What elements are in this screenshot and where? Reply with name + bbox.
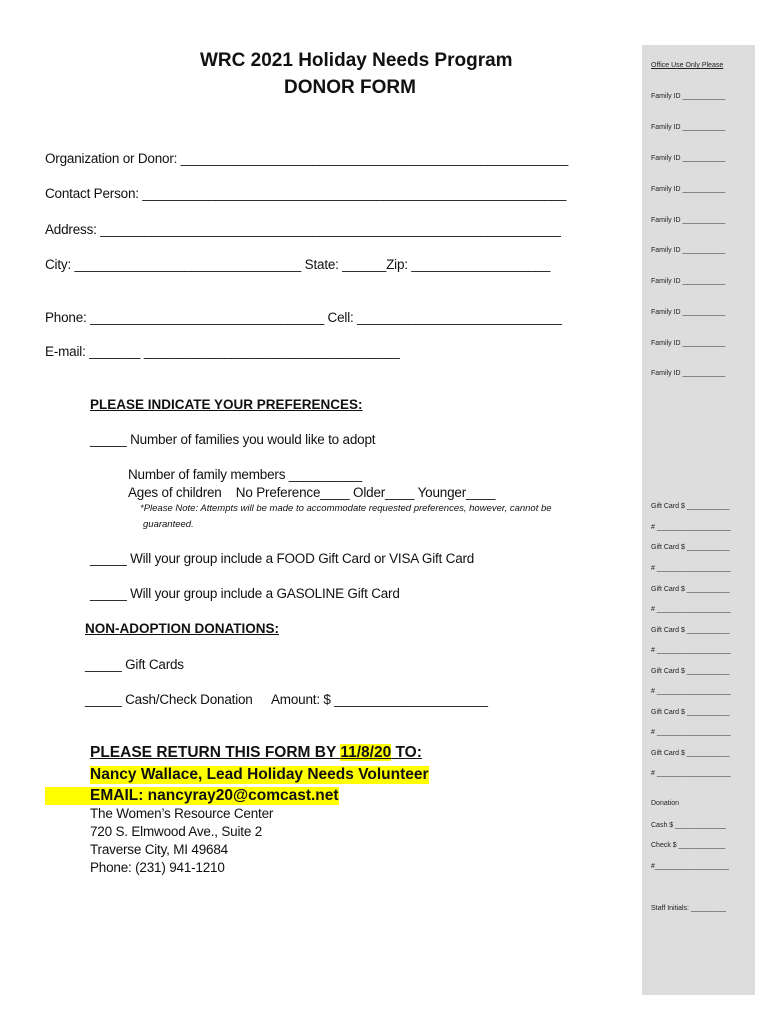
gift-card-amount-field[interactable]: Gift Card $ ___________ xyxy=(651,750,730,757)
family-id-field[interactable]: Family ID ___________ xyxy=(651,124,726,131)
address-field[interactable]: Address: _______________________________________________________________ xyxy=(45,222,561,237)
donation-heading: Donation xyxy=(651,800,680,807)
org-city: Traverse City, MI 49684 xyxy=(90,842,228,857)
family-id-field[interactable]: Family ID ___________ xyxy=(651,186,726,193)
gift-cards-field[interactable]: _____ Gift Cards xyxy=(85,657,184,672)
city-state-zip-field[interactable]: City: _______________________________ State: ______Zip: ___________________ xyxy=(45,257,551,272)
contact-person-field[interactable]: Contact Person: __________________________________________________________ xyxy=(45,186,567,201)
family-id-field[interactable]: Family ID ___________ xyxy=(651,278,726,285)
org-street: 720 S. Elmwood Ave., Suite 2 xyxy=(90,824,263,839)
gift-card-amount-field[interactable]: Gift Card $ ___________ xyxy=(651,709,730,716)
form-title-line2: DONOR FORM xyxy=(284,77,416,98)
gift-card-number-field[interactable]: # ___________________ xyxy=(651,565,731,572)
family-id-field[interactable]: Family ID ___________ xyxy=(651,93,726,100)
org-phone: Phone: (231) 941-1210 xyxy=(90,860,225,875)
amount-field[interactable]: Amount: $ _____________________ xyxy=(271,692,488,707)
gift-card-amount-field[interactable]: Gift Card $ ___________ xyxy=(651,668,730,675)
volunteer-name: Nancy Wallace, Lead Holiday Needs Volunteer xyxy=(90,766,429,783)
donation-check-field[interactable]: Check $ ____________ xyxy=(651,842,726,849)
family-id-field[interactable]: Family ID ___________ xyxy=(651,247,726,254)
org-name: The Women’s Resource Center xyxy=(90,806,274,821)
form-title-line1: WRC 2021 Holiday Needs Program xyxy=(200,50,513,71)
office-use-heading: Office Use Only Please xyxy=(651,62,724,69)
gift-card-number-field[interactable]: # ___________________ xyxy=(651,729,731,736)
food-gift-card-field[interactable]: _____ Will your group include a FOOD Gift Card or VISA Gift Card xyxy=(90,551,475,566)
gift-card-number-field[interactable]: # ___________________ xyxy=(651,688,731,695)
family-id-field[interactable]: Family ID ___________ xyxy=(651,309,726,316)
gift-card-number-field[interactable]: # ___________________ xyxy=(651,770,731,777)
preferences-note-line1: *Please Note: Attempts will be made to accommodate requested preferences, however, cannot be xyxy=(140,503,552,514)
volunteer-email[interactable]: EMAIL: nancyray20@comcast.net xyxy=(45,787,339,805)
gift-card-number-field[interactable]: # ___________________ xyxy=(651,524,731,531)
return-deadline-date: 11/8/20 xyxy=(340,744,392,761)
preferences-note-line2: guaranteed. xyxy=(143,519,194,530)
gift-card-number-field[interactable]: # ___________________ xyxy=(651,606,731,613)
gasoline-gift-card-field[interactable]: _____ Will your group include a GASOLINE Gift Card xyxy=(90,586,400,601)
email-field[interactable]: E-mail: _______ ___________________________________ xyxy=(45,344,400,359)
family-id-field[interactable]: Family ID ___________ xyxy=(651,340,726,347)
staff-initials-field[interactable]: Staff Initials: _________ xyxy=(651,905,726,912)
cash-check-field[interactable]: _____ Cash/Check Donation xyxy=(85,692,253,707)
family-id-field[interactable]: Family ID ___________ xyxy=(651,370,726,377)
donation-number-field[interactable]: #___________________ xyxy=(651,863,729,870)
return-deadline-suffix: TO: xyxy=(391,744,422,761)
preferences-heading: PLEASE INDICATE YOUR PREFERENCES: xyxy=(90,397,363,412)
gift-card-amount-field[interactable]: Gift Card $ ___________ xyxy=(651,544,730,551)
family-id-field[interactable]: Family ID ___________ xyxy=(651,155,726,162)
donation-cash-field[interactable]: Cash $ _____________ xyxy=(651,822,726,829)
organization-field[interactable]: Organization or Donor: _____________________________________________________ xyxy=(45,151,569,166)
family-members-field[interactable]: Number of family members __________ xyxy=(128,467,362,482)
families-adopt-field[interactable]: _____ Number of families you would like to adopt xyxy=(90,432,376,447)
family-id-field[interactable]: Family ID ___________ xyxy=(651,217,726,224)
gift-card-amount-field[interactable]: Gift Card $ ___________ xyxy=(651,503,730,510)
ages-of-children-field[interactable]: Ages of children No Preference____ Older____ Younger____ xyxy=(128,485,496,500)
non-adoption-heading: NON-ADOPTION DONATIONS: xyxy=(85,621,279,636)
gift-card-amount-field[interactable]: Gift Card $ ___________ xyxy=(651,627,730,634)
office-use-sidebar xyxy=(642,45,755,995)
return-deadline-line xyxy=(90,744,422,762)
gift-card-amount-field[interactable]: Gift Card $ ___________ xyxy=(651,586,730,593)
gift-card-number-field[interactable]: # ___________________ xyxy=(651,647,731,654)
return-deadline-prefix: PLEASE RETURN THIS FORM BY xyxy=(90,744,341,761)
phone-cell-field[interactable]: Phone: ________________________________ Cell: ____________________________ xyxy=(45,310,562,325)
